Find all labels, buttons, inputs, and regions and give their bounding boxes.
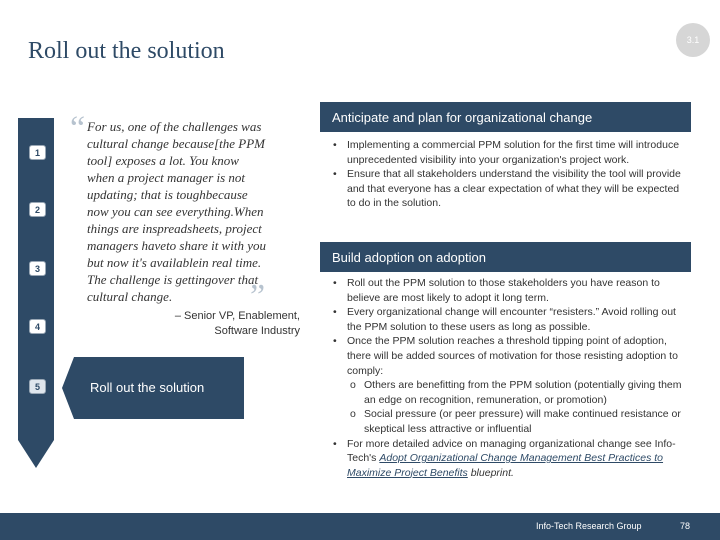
- close-quote-icon: ”: [250, 278, 266, 315]
- blueprint-link[interactable]: Adopt Organizational Change Management Best Practices to Maximize Project Benefits: [347, 452, 664, 479]
- timeline-arrow: [18, 118, 54, 470]
- timeline-step-3: 3: [29, 261, 46, 276]
- bullet-icon: •: [333, 335, 337, 348]
- quote-text: For us, one of the challenges was cultural change because[the PPM tool] exposes a lot. You know when a project manager is not updating; that is toughbecause now you can see everything.When things are inspreadsheets, project managers haveto share it with you but now it's availablein real time. The challenge is gettingover that cultural change.: [87, 119, 266, 304]
- timeline-step-4: 4: [29, 319, 46, 334]
- bullet-icon: •: [333, 168, 337, 181]
- sub-bullet-icon: o: [350, 379, 356, 392]
- active-step-label: Roll out the solution: [90, 380, 205, 395]
- panel2-bullet-list: [333, 276, 683, 480]
- quote-attribution: – Senior VP, Enablement, Software Industry: [174, 310, 300, 337]
- bullet-icon: •: [333, 277, 337, 289]
- panel-header-anticipate: Anticipate and plan for organizational change: [320, 102, 691, 132]
- sub-bullet-item: o Social pressure (or peer pressure) will make continued resistance or skeptical less attractive or influential: [350, 408, 681, 435]
- section-badge: 3.1: [676, 23, 710, 57]
- sub-bullet-item: o Others are benefitting from the PPM solution (potentially giving them an edge on recognition, remuneration, or promotion): [350, 379, 682, 406]
- panel-header-build-adoption: Build adoption on adoption: [320, 242, 691, 272]
- bullet-item: • Once the PPM solution reaches a threshold tipping point of adoption, there will be added sources of motivation for those resisting adoption to comply:: [333, 335, 678, 377]
- timeline-step-1: 1: [29, 145, 46, 160]
- open-quote-icon: “: [70, 110, 86, 147]
- bullet-item: • For more detailed advice on managing organizational change see Info-Tech's Adopt Organizational Change Management Best Practices to Maximize Project Benefits blueprint.: [333, 437, 676, 479]
- bullet-icon: •: [333, 437, 337, 450]
- bullet-item: • Implementing a commercial PPM solution for the first time will introduce unprecedented visibility into your organization's project work.: [333, 139, 680, 166]
- panel1-bullet-list: [333, 138, 683, 211]
- sub-bullet-icon: o: [350, 408, 356, 421]
- bullet-icon: •: [333, 139, 337, 151]
- bullet-icon: •: [333, 306, 337, 319]
- timeline-arrow-head: [18, 440, 54, 468]
- page-number: 78: [680, 521, 691, 531]
- bullet-item: • Roll out the PPM solution to those stakeholders you have reason to believe are most likely to adopt it long term.: [333, 277, 660, 304]
- bullet-item: • Every organizational change will encounter “resisters.” Avoid rolling out the PPM solution to these users as long as possible.: [333, 306, 676, 333]
- footer-company: Info-Tech Research Group: [536, 521, 642, 531]
- timeline-step-5: 5: [29, 379, 46, 394]
- bullet-item: • Ensure that all stakeholders understand the visibility the tool will provide and that everyone has a clear expectation of what they will be expected to do in the solution.: [333, 168, 681, 210]
- timeline-step-2: 2: [29, 202, 46, 217]
- slide-title: Roll out the solution: [28, 38, 225, 64]
